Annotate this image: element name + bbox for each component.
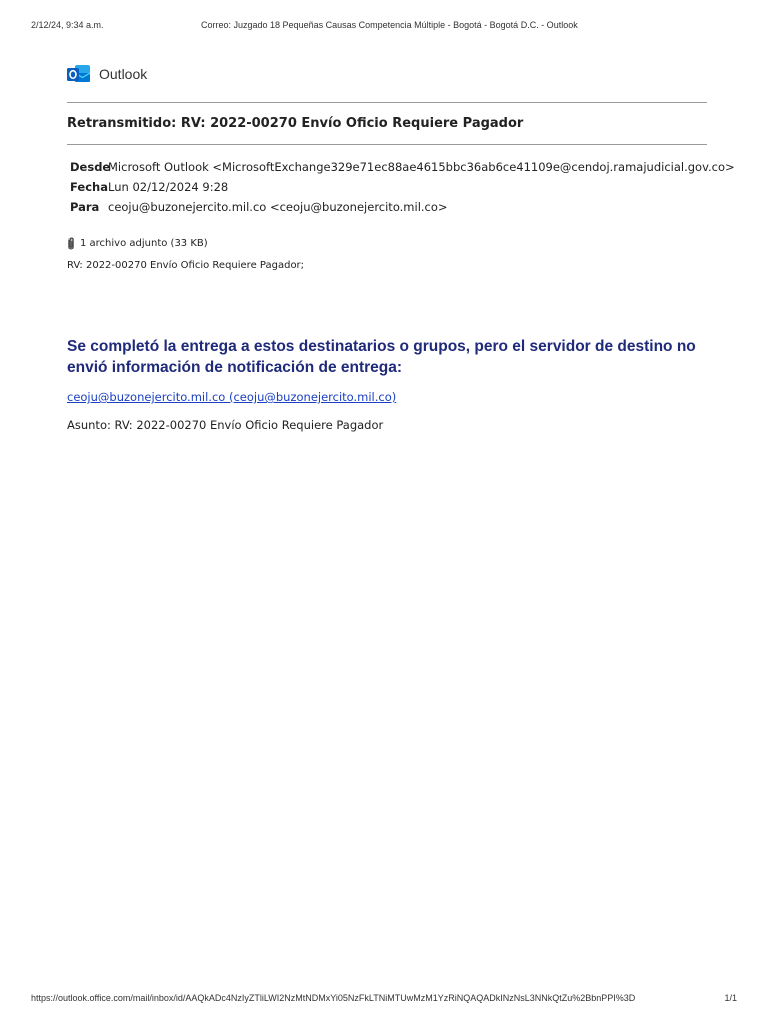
attachment-name: RV: 2022-00270 Envío Oficio Requiere Pagador; [67, 260, 305, 271]
outlook-brand [67, 63, 147, 85]
from-value: Microsoft Outlook <MicrosoftExchange329e71ec88ae4615bbc36ab6ce41109e@cendoj.ramajudicial.gov.co> [108, 160, 735, 174]
email-meta [70, 157, 735, 217]
outlook-logo-icon [67, 63, 91, 85]
print-title: Correo: Juzgado 18 Pequeñas Causas Competencia Múltiple - Bogotá - Bogotá D.C. - Outlook [201, 20, 578, 30]
from-row [70, 157, 735, 177]
to-row [70, 197, 735, 217]
print-date: 2/12/24, 9:34 a.m. [31, 20, 104, 30]
print-footer [31, 993, 737, 1005]
recipient-link[interactable]: ceoju@buzonejercito.mil.co (ceoju@buzonejercito.mil.co) [67, 390, 397, 404]
divider-subject [67, 144, 707, 145]
divider-top [67, 102, 707, 103]
asunto-line: Asunto: RV: 2022-00270 Envío Oficio Requiere Pagador [67, 418, 384, 432]
email-subject: Retransmitido: RV: 2022-00270 Envío Oficio Requiere Pagador [67, 116, 524, 131]
paperclip-icon [67, 237, 75, 250]
date-row [70, 177, 735, 197]
from-label: Desde [70, 160, 111, 174]
date-value: Lun 02/12/2024 9:28 [108, 180, 229, 194]
to-label: Para [70, 200, 100, 214]
attachment-summary[interactable] [67, 237, 208, 250]
page-number: 1/1 [724, 993, 737, 1003]
brand-name: Outlook [99, 66, 148, 82]
attachment-summary-text: 1 archivo adjunto (33 KB) [80, 238, 208, 249]
delivery-notice: Se completó la entrega a estos destinatarios o grupos, pero el servidor de destino no envió información de notificación de entrega: [67, 338, 696, 376]
to-value: ceoju@buzonejercito.mil.co <ceoju@buzonejercito.mil.co> [108, 200, 448, 214]
print-url: https://outlook.office.com/mail/inbox/id/AAQkADc4NzIyZTliLWI2NzMtNDMxYi05NzFkLTNiMTUwMzM1YzRiNQAQADkINzNsL3NNkQtZu%2BbnPPI%3D [31, 993, 636, 1003]
date-label: Fecha [70, 180, 108, 194]
print-header [31, 20, 737, 32]
